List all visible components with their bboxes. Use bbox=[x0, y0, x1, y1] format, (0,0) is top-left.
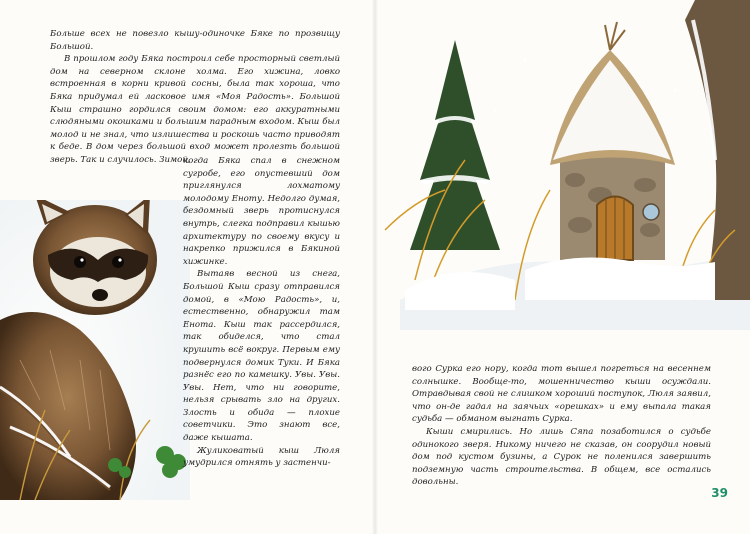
hut-illustration bbox=[375, 0, 750, 330]
right-page bbox=[375, 0, 750, 534]
left-top-text bbox=[50, 28, 340, 167]
left-column-text bbox=[183, 155, 340, 470]
paragraph: Вытаяв весной из снега, Большой Кыш сразу отправился домой, в «Мою Радость», и, естественно, обнаружил там Енота. Кыш так рассердился, так обиделся, что стал крушить всё вокруг. Первым ему подвернулся домик Туки. И Бяка разнёс его по камешку. Увы. Увы. Увы. Нет, что ни говорите, нельзя срывать зло на других. Злость и обида — плохие советчики. Это знают все, даже кышата. bbox=[183, 269, 340, 444]
paragraph: Жуликоватый кыш Люля умудрился отнять у застенчи- bbox=[183, 445, 340, 469]
book-spine bbox=[372, 0, 378, 534]
raccoon-illustration bbox=[0, 200, 190, 500]
right-text bbox=[412, 363, 711, 489]
paragraph: В прошлом году Бяка построил себе просторный светлый дом на северном склоне холма. Его хижина, ловко встроенная в корни кривой сосны, была так хороша, что Бяка придумал ей ласковое имя «Моя Радость». Большой Кыш страшно гордился своим домом: его аккуратными слюдяными окошками и большим парадным входом. Кыш был молод и не знал, что излишества и роскошь часто приводят к беде. В дом через большой вход может пролезть большой зверь. Так и случилось. Зимой, bbox=[50, 54, 340, 165]
paragraph: вого Сурка его нору, когда тот вышел погреться на весеннем солнышке. Вообще-то, мошенничество кыши осуждали. Отравдывая свой не слишком хороший поступок, Люля заявил, что он-де гадал на заячьих «орешках» и ему выпала такая судьба — обманом выгнать Сурка. bbox=[412, 364, 711, 425]
paragraph: Кыши смирились. Но лишь Сяпа позаботился о судьбе одинокого зверя. Никому ничего не сказав, он соорудил новый дом под кустом бузины, а Сурок не поленился завершить подземную часть строительства. В общем, все остались довольны. bbox=[412, 426, 711, 488]
paragraph: Больше всех не повезло кышу-одиночке Бяке по прозвищу Большой. bbox=[50, 29, 340, 52]
paragraph: когда Бяка спал в снежном сугробе, его опустевший дом приглянулся лохматому молодому Еноту. Недолго думая, бездомный зверь протиснулся внутрь, слегка подправил кышью архитектуру по своему вкусу и накрепко прижился в Бякиной хижинке. bbox=[183, 156, 340, 267]
page-number: 39 bbox=[711, 486, 728, 500]
